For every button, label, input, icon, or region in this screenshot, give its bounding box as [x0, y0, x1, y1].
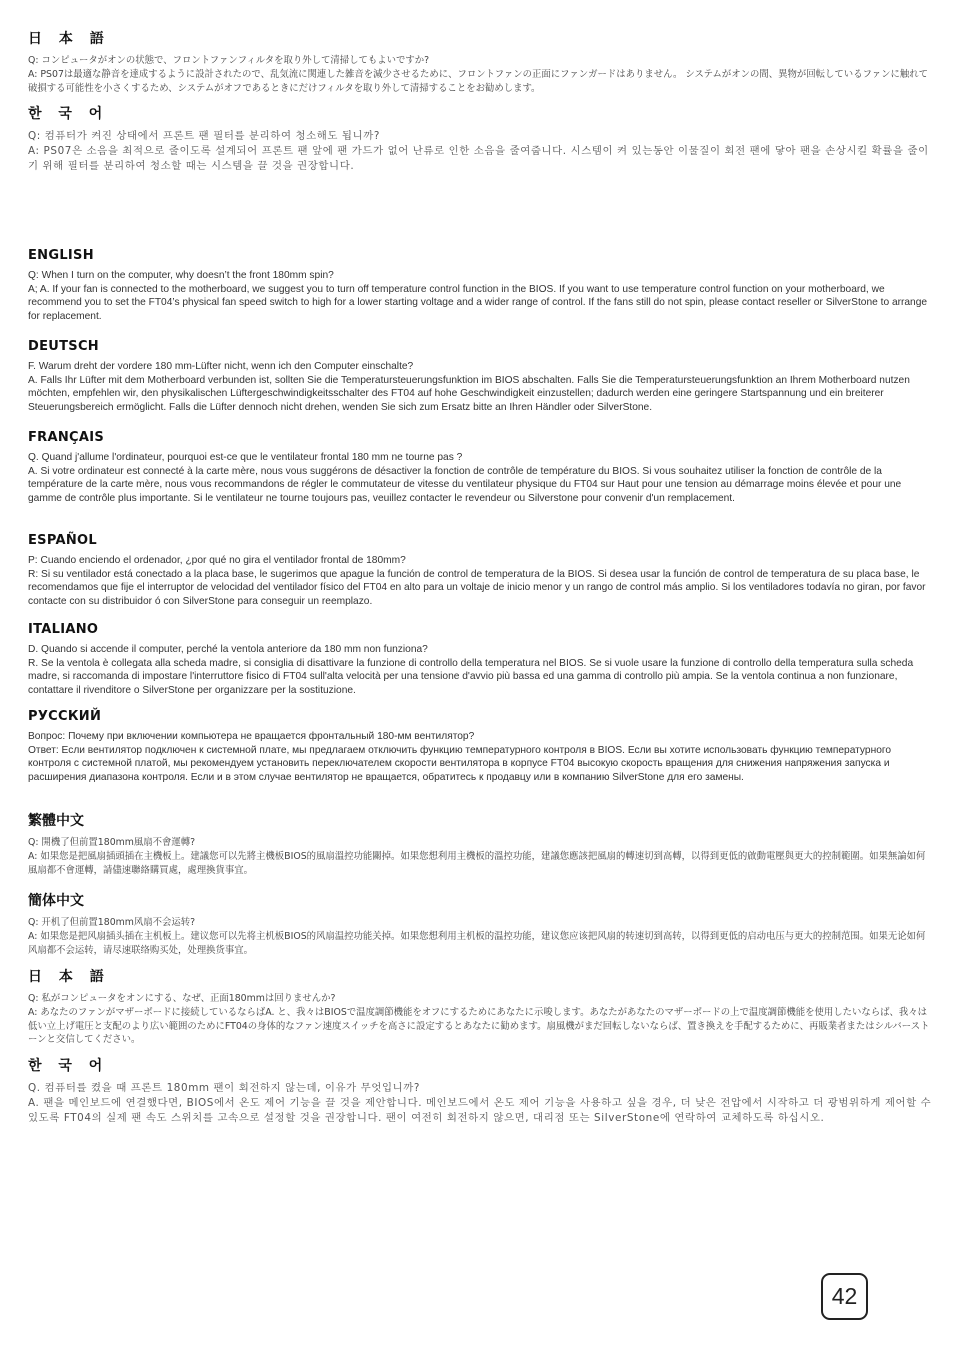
section-heading: ITALIANO	[28, 622, 99, 637]
question-text: Q: 开机了但前置180mm风扇不会运转?	[28, 917, 196, 928]
answer-text: Ответ: Если вентилятор подключен к системной плате, мы предлагаем отключить функцию температурного контроля в BIOS. Если вы хотите использовать функцию температурного контроля с системной платой, мы рекомендуем установить переключателем скорости вентилятора в корпусе FT04 высокую скорость вращения для снижения напряжения запуска и расширения диапазона контроля. Если и в этом случае вентилятор не вращается, обратитесь к продавцу или в компанию SilverStone для его замены.	[28, 744, 892, 783]
question-text: Q. 컴퓨터를 켰을 때 프론트 180mm 팬이 회전하지 않는데, 이유가 무엇입니까?	[28, 1082, 421, 1094]
section-korean-filter	[28, 103, 933, 174]
question-text: Q. Quand j'allume l'ordinateur, pourquoi est-ce que le ventilateur frontal 180 mm ne tourne pas ?	[28, 452, 463, 463]
section-heading: DEUTSCH	[28, 339, 99, 354]
question-text: P: Cuando enciendo el ordenador, ¿por qué no gira el ventilador frontal de 180mm?	[28, 555, 406, 566]
section-japanese-filter	[28, 28, 933, 95]
answer-text: A. Si votre ordinateur est connecté à la carte mère, nous vous suggérons de désactiver la fonction de contrôle de température du BIOS. Si vous souhaitez utiliser la fonction de contrôle de la température de la carte mère, nous vous recommandons de régler le commutateur de vitesse du ventilateur physique du FT04 sur Haut pour une tension au démarrage moins élevée et pour une gamme de contrôle plus importante. Si le ventilateur ne tourne toujours pas, veuillez contacter le revendeur ou Silverstone pour convenir d'un remplacement.	[28, 465, 902, 504]
answer-text: A: PS07は最適な静音を達成するように設計されたので、乱気流に関連した雑音を減少させるために、フロントファンの正面にファンガードはありません。 システムがオンの間、異物が回転しているファンに触れて破損する可能性を小さくするため、システムがオフであるときにだけフィルタを取り外して清掃することをお勧めします。	[28, 68, 929, 94]
section-heading: 日 本 語	[28, 31, 110, 47]
question-text: Q: 私がコンピュータをオンにする、なぜ、正面180mmは回りませんか?	[28, 993, 336, 1004]
section-deutsch	[28, 339, 933, 414]
question-text: Вопрос: Почему при включении компьютера не вращается фронтальный 180-мм вентилятор?	[28, 731, 475, 742]
question-text: Q: 컴퓨터가 켜진 상태에서 프론트 팬 필터를 분리하여 청소해도 됩니까?	[28, 130, 380, 142]
section-traditional-chinese	[28, 810, 933, 877]
section-english	[28, 248, 933, 323]
question-text: Q: コンピュータがオンの状態で、フロントファンフィルタを取り外して清掃してもよいですか?	[28, 55, 430, 66]
section-heading: ESPAÑOL	[28, 533, 97, 548]
section-heading: РУССКИЙ	[28, 709, 102, 724]
question-text: D. Quando si accende il computer, perché la ventola anteriore da 180 mm non funziona?	[28, 644, 428, 655]
answer-text: R: Si su ventilador está conectado a la placa base, le sugerimos que apague la función de control de temperatura de la BIOS. Si desea usar la función de control de temperatura de su placa base, le recomendamos que fije el interruptor de velocidad del ventilador físico del FT04 en alto para un voltaje de inicio menor y un rango de control más amplio. Si los ventiladores todavía no giran, por favor contacte con su distribuidor ó con SilverStone para conseguir un reemplazo.	[28, 568, 926, 607]
section-espanol	[28, 533, 933, 608]
answer-text: A; A. If your fan is connected to the motherboard, we suggest you to turn off temperature control function in the BIOS. If you want to use temperature control function on your motherboard, we recommend you to set the FT04’s physical fan speed switch to high for a lower starting voltage and a wider range of control. If the fans still do not spin, please contact reseller or SilverStone to arrange for replacement.	[28, 283, 928, 322]
section-heading: 日 本 語	[28, 969, 110, 985]
section-japanese-fan	[28, 966, 933, 1047]
page-number: 42	[821, 1273, 868, 1320]
section-heading: 簡体中文	[28, 893, 84, 909]
section-heading: ENGLISH	[28, 248, 94, 263]
answer-text: A: 如果您是把风扇插头插在主机板上。建议您可以先将主机板BIOS的风扇温控功能关掉。如果您想利用主机板的温控功能，建议您应该把风扇的转速切到高转，以得到更低的启动电压与更大的控制范围。如果无论如何风扇都不会运转，请尽速联络购买处，处理换货事宜。	[28, 930, 926, 956]
question-text: F. Warum dreht der vordere 180 mm-Lüfter nicht, wenn ich den Computer einschalte?	[28, 361, 414, 372]
answer-text: A. 팬을 메인보드에 연결했다면, BIOS에서 온도 제어 기능을 끌 것을 제안합니다. 메인보드에서 온도 제어 기능을 사용하고 싶을 경우, 더 낮은 전압에서 시작하고 더 광범위하게 제어할 수 있도록 FT04의 실제 팬 속도 스위치를 고속으로 설정할 것을 권장합니다. 팬이 여전히 회전하지 않으면, 대리점 또는 SilverStone에 연락하여 교체하도록 하십시오.	[28, 1097, 932, 1124]
section-francais	[28, 430, 933, 505]
section-heading: 한 국 어	[28, 1058, 109, 1074]
section-russian	[28, 709, 933, 784]
answer-text: A: あなたのファンがマザーボードに接続しているならばA. と、我々はBIOSで温度調節機能をオフにするためにあなたに示唆します。あなたがあなたのマザーボードの上で温度調節機能を使用したいならば、我々は低い立上げ電圧と支配のより広い範囲のためにFT04の身体的なファン速度スイッチを高さに設定するとあなたに勧めます。扇風機がまだ回転しないならば、置き換えを手配するために、再販業者またはシルバーストーンと交信してください。	[28, 1006, 930, 1046]
answer-text: A: PS07은 소음을 최적으로 줄이도록 설계되어 프론트 팬 앞에 팬 가드가 없어 난류로 인한 소음을 줄여줍니다. 시스템이 켜 있는동안 이물질이 회전 팬에 닿아 팬을 손상시킬 확률을 줄이기 위해 필터를 분리하여 청소할 때는 시스템을 끌 것을 권장합니다.	[28, 145, 929, 172]
question-text: Q: When I turn on the computer, why doesn’t the front 180mm spin?	[28, 270, 334, 281]
section-simplified-chinese	[28, 890, 933, 957]
question-text: Q: 開機了但前置180mm風扇不會運轉?	[28, 837, 196, 848]
answer-text: R. Se la ventola è collegata alla scheda madre, si consiglia di disattivare la funzione di controllo della temperatura nel BIOS. Se si vuole usare la funzione di controllo della temperatura sulla scheda madre, si raccomanda di impostare l'interruttore fisico di FT04 sull'alta velocità per una tensione d'avvio più bassa ed una gamma di controllo più ampia. Se la ventola continua a non funzionare, contattare il rivenditore o SilverStone per organizzare per la sostituzione.	[28, 657, 914, 696]
section-korean-fan	[28, 1055, 933, 1126]
answer-text: A. Falls Ihr Lüfter mit dem Motherboard verbunden ist, sollten Sie die Temperatursteuerungsfunktion im BIOS abschalten. Falls Sie die Temperatursteuerungsfunktion an Ihrem Motherboard nutzen möchten, empfehlen wir, den physikalischen Lüftergeschwindigkeitsschalter des FT04 auf hohe Geschwindigkeit einzustellen; dadurch werden eine geringere Startspannung und ein breiterer Steuerungsbereich ermöglicht. Falls die Lüfter dennoch nicht drehen, wenden Sie sich zum Ersatz bitte an Ihren Händler oder SilverStone.	[28, 374, 910, 413]
section-italiano	[28, 622, 933, 697]
answer-text: A: 如果您是把風扇插頭插在主機板上。建議您可以先將主機板BIOS的風扇溫控功能關掉。如果您想利用主機板的溫控功能，建議您應該把風扇的轉速切到高轉，以得到更低的啟動電壓與更大的控制範圍。如果無論如何風扇都不會運轉，請儘速聯絡購買處，處理換貨事宜。	[28, 850, 926, 876]
section-heading: 繁體中文	[28, 813, 84, 829]
section-heading: FRANÇAIS	[28, 430, 105, 445]
section-heading: 한 국 어	[28, 106, 109, 122]
